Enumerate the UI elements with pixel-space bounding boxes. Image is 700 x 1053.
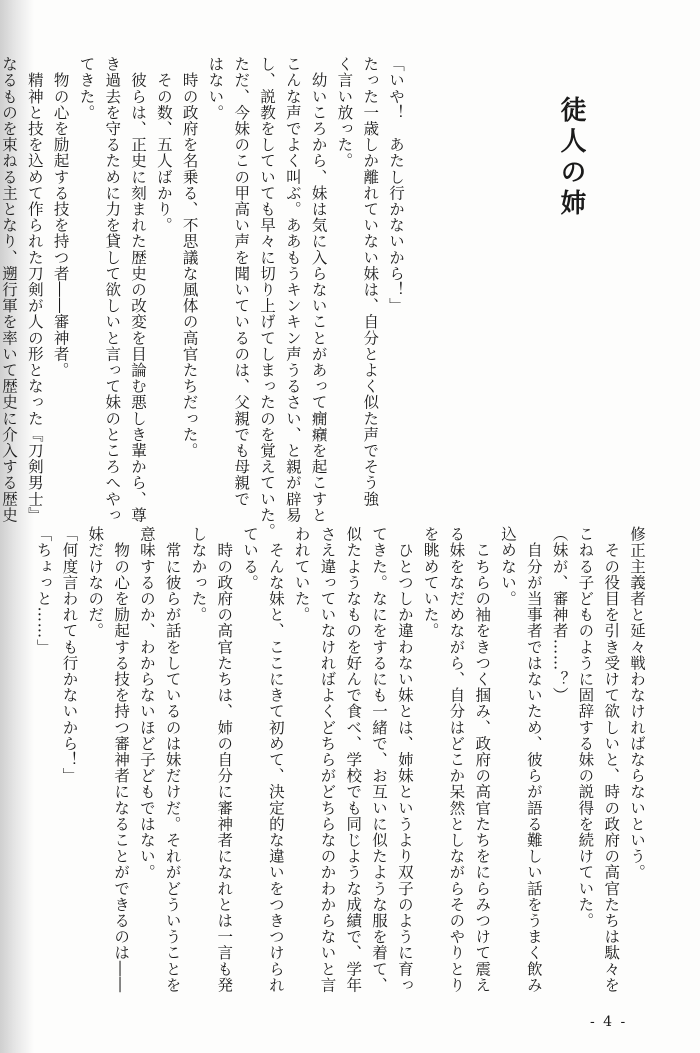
- text-line: さえ違っていなければよくどちらがどちらなのかわからないと言: [318, 526, 337, 993]
- text-line: く言い放った。: [335, 56, 354, 169]
- text-line: 「いや！ あたし行かないから！」: [387, 56, 405, 314]
- text-line: 幼いころから、妹は気に入らないことがあって癇癪を起こすと: [309, 56, 328, 523]
- text-line: はない。: [206, 56, 225, 121]
- text-line: 妹だけなのだ。: [86, 526, 105, 639]
- text-line: そんな妹と、ここにきて初めて、決定的な違いをつきつけられ: [266, 526, 285, 993]
- text-line: を眺めていた。: [421, 526, 440, 639]
- text-line: なるものを束ねる主となり、遡行軍を率いて歴史に介入する歴史: [0, 56, 19, 523]
- text-line: 「ちょっと……」: [34, 526, 53, 655]
- text-line: ている。: [241, 526, 260, 591]
- text-line: 似たようなものを好んで食べ、学校でも同じような成績で、学年: [344, 526, 363, 993]
- text-line: その数、五人ばかり。: [154, 56, 173, 234]
- text-line: こねる子どものように固辞する妹の説得を続けていた。: [576, 526, 595, 929]
- text-line: ただ、今妹のこの甲高い声を聞いているのは、父親でも母親で: [232, 56, 251, 507]
- text-line: 精神と技を込めて作られた刀剣が人の形となった『刀剣男士』: [25, 56, 44, 523]
- text-line: 彼らは、正史に刻まれた歴史の改変を目論む悪しき輩から、尊: [129, 56, 148, 523]
- text-line: その役目を引き受けて欲しいと、時の政府の高官たちは駄々を: [602, 526, 621, 993]
- text-line: しなかった。: [189, 526, 208, 623]
- text-line: てきた。なにをするにも一緒で、お互いに似たような服を着て、: [370, 526, 389, 993]
- text-line: 物の心を励起する技を持つ者――審神者。: [51, 56, 70, 378]
- text-line: 時の政府を名乗る、不思議な風体の高官たちだった。: [180, 56, 199, 459]
- text-line: てきた。: [77, 56, 96, 121]
- text-line: る妹をなだめながら、自分はどこか呆然としながらそのやりとり: [447, 526, 466, 993]
- text-line: こんな声でよく叫ぶ。ああもうキンキン声うるさい、と親が辟易: [283, 56, 302, 523]
- text-line: 時の政府の高官たちは、姉の自分に審神者になれとは一言も発: [215, 526, 234, 993]
- text-line: われていた。: [292, 526, 311, 623]
- text-line: 物の心を励起する技を持つ審神者になることができるのは――: [112, 526, 131, 993]
- text-line: たった一歳しか離れていない妹は、自分とよく似た声でそう強: [361, 56, 380, 507]
- text-line: 意味するのか、わからないほど子どもではない。: [137, 526, 156, 881]
- text-line: 自分が当事者ではないため、彼らが語る難しい話をうまく飲み: [524, 526, 543, 993]
- text-line: 「何度言われても行かないから！」: [60, 526, 79, 784]
- text-line: 込めない。: [499, 526, 518, 607]
- text-line: 修正主義者と延々戦わなければならないという。: [628, 526, 646, 881]
- text-line: き過去を守るために力を貸して欲しいと言って妹のところへやっ: [103, 56, 122, 523]
- text-line: し、説教をしていても早々に切り上げてしまったのを覚えていた。: [258, 56, 277, 539]
- chapter-title: 徒人の姉: [556, 96, 586, 220]
- page-number: - 4 -: [590, 1014, 628, 1030]
- text-line: （妹が、審神者……？）: [550, 526, 569, 704]
- text-line: 常に彼らが話をしているのは妹だけだ。それがどういうことを: [163, 526, 182, 993]
- text-line: こちらの袖をきつく掴み、政府の高官たちをにらみつけて震え: [473, 526, 492, 993]
- text-line: ひとつしか違わない妹とは、姉妹というより双子のように育っ: [395, 526, 414, 993]
- upper-text-block: [0, 56, 408, 539]
- lower-text-block: [30, 526, 649, 993]
